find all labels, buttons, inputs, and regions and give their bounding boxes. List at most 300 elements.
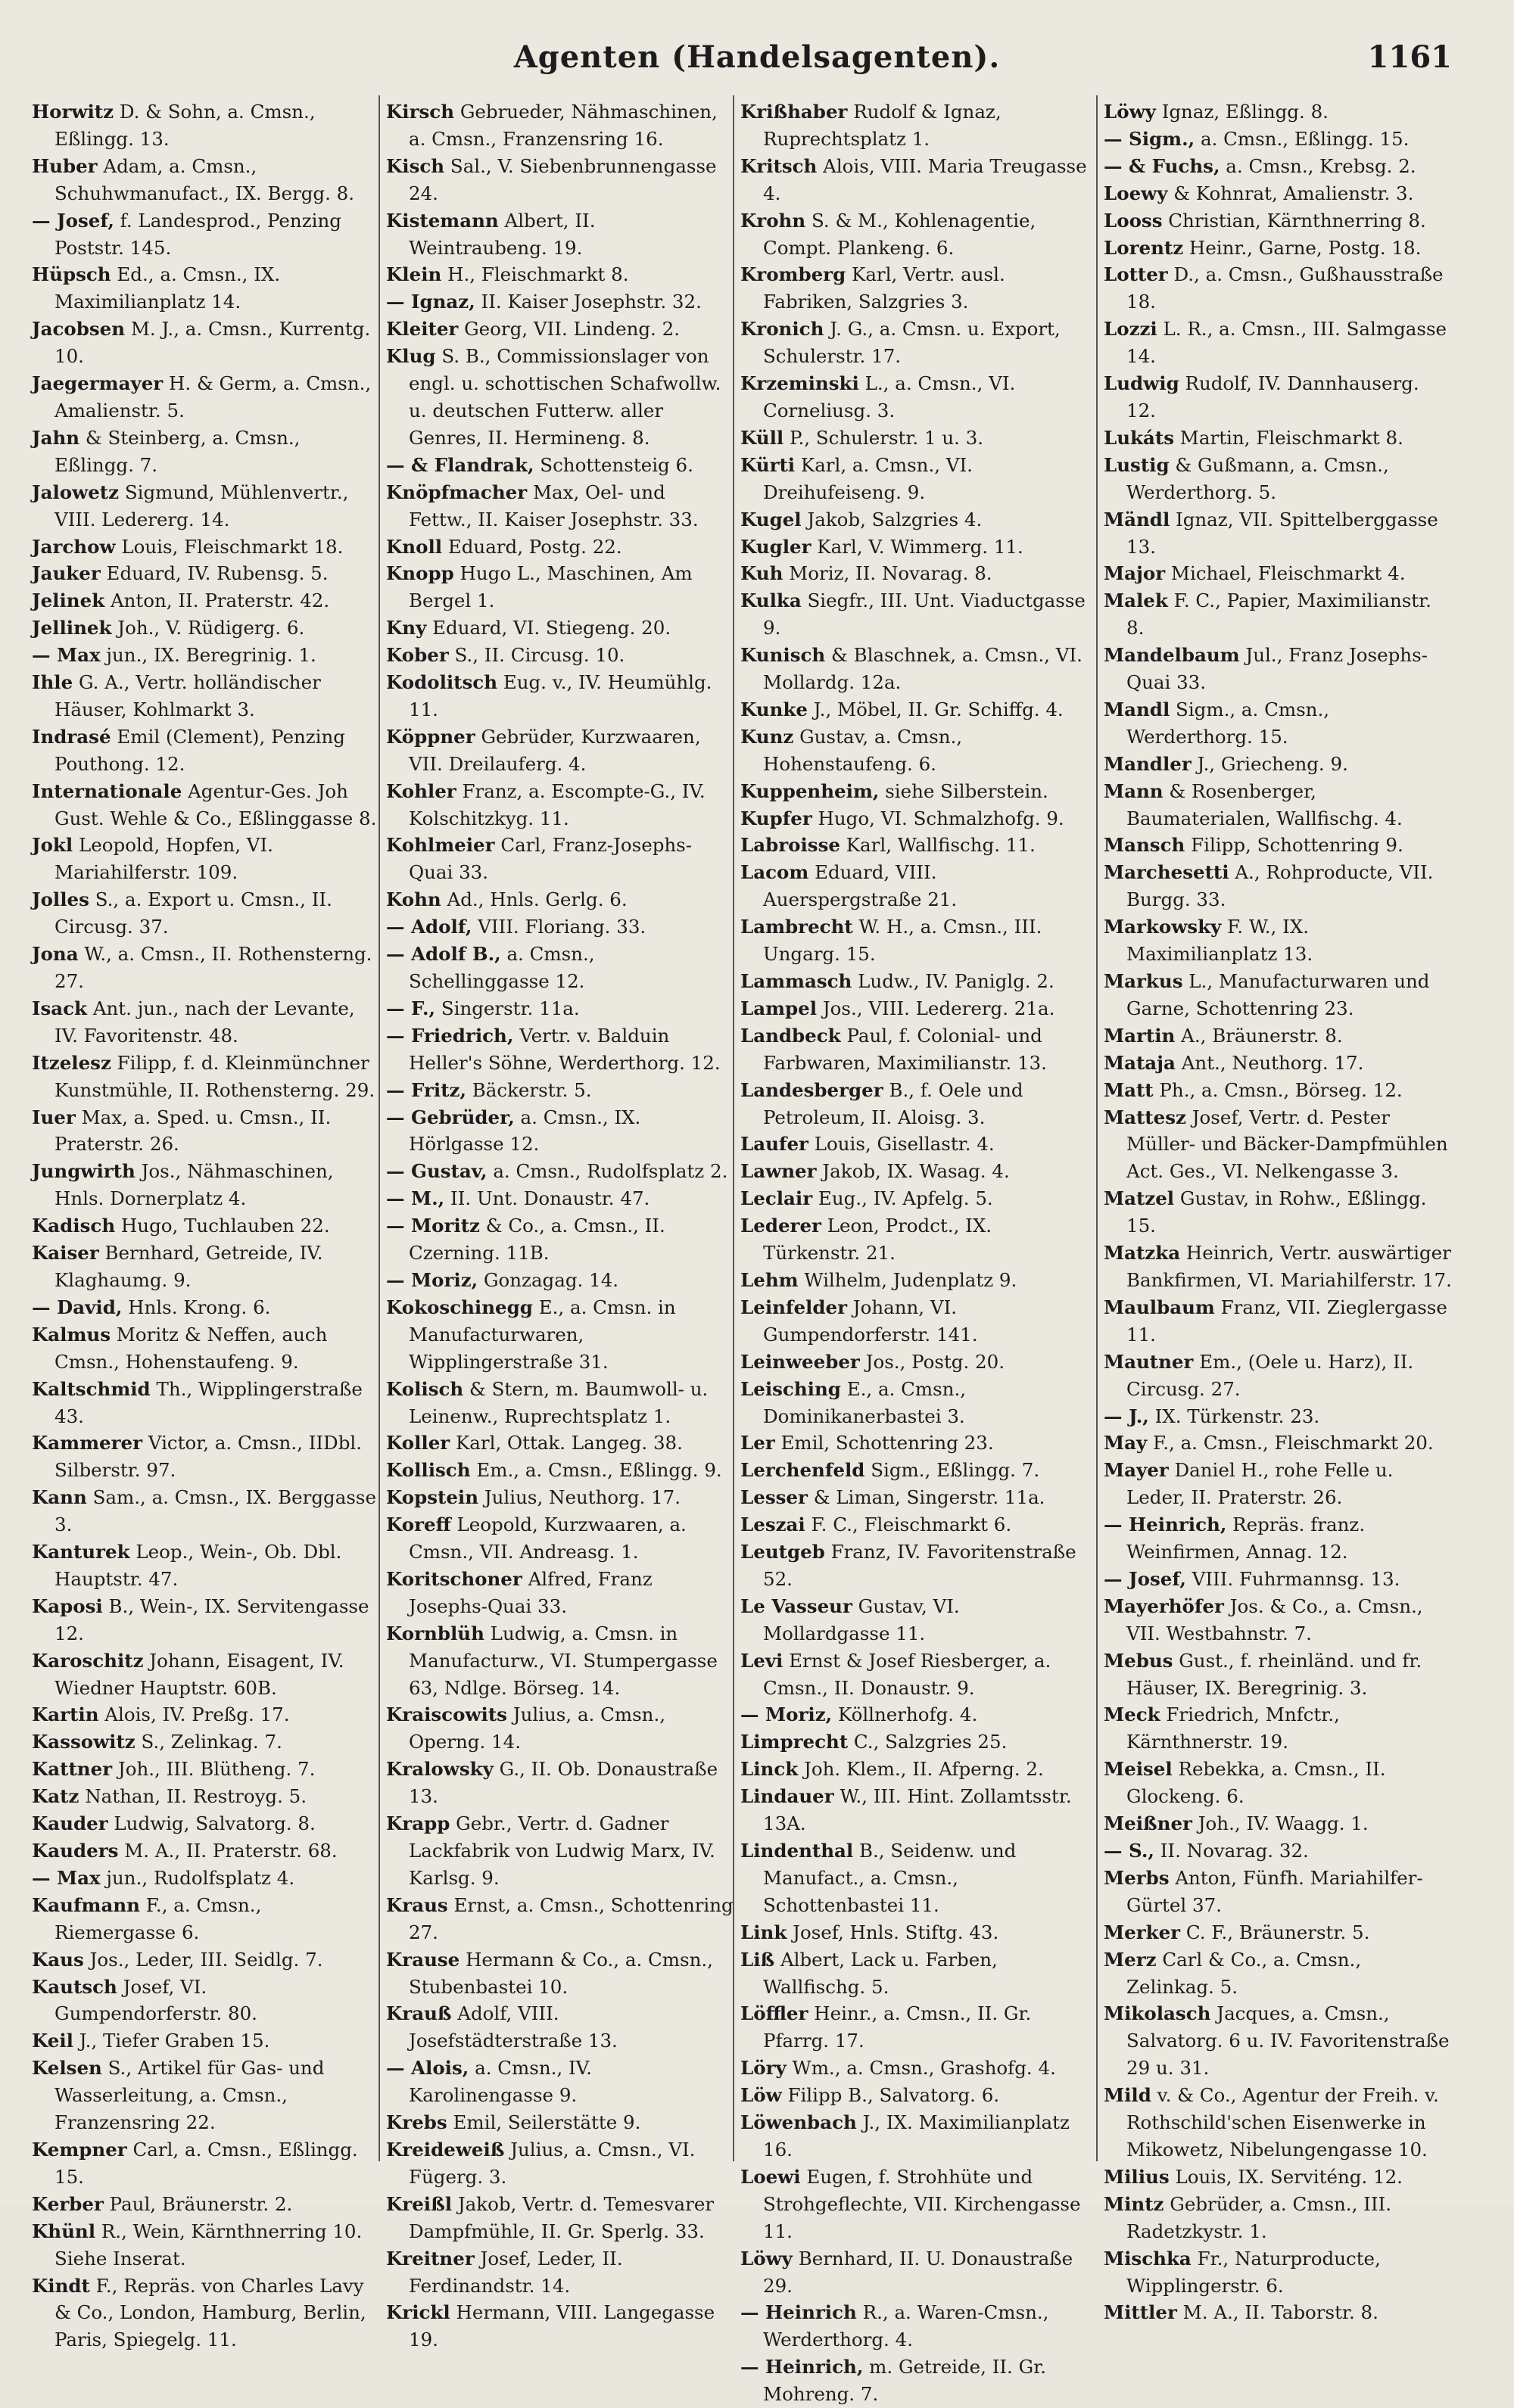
entry-details: S., Artikel für Gas- und Wasserleitung, a. Cmsn., Franzensring 22. [55,2057,325,2134]
entry-name: Itzelesz [32,1051,111,1074]
directory-entry [386,2055,734,2109]
entry-details: Bernhard, II. U. Donaustraße 29. [763,2247,1073,2297]
entry-name: Meißner [1104,1812,1192,1835]
directory-entry [740,1158,1089,1185]
entry-details: Heinr., Garne, Postg. 18. [1183,236,1422,259]
directory-entry [32,2273,380,2354]
directory-entry [1104,261,1452,316]
entry-name: Martin [1104,1024,1176,1047]
entry-details: & Co., a. Cmsn., II. Czerning. 11B. [409,1215,665,1265]
directory-entry [740,1131,1089,1158]
directory-entry [740,506,1089,534]
entry-details: Köllnerhofg. 4. [832,1703,978,1726]
directory-entry [32,1647,380,1702]
entry-name: Kerber [32,2192,104,2215]
directory-entry [386,153,734,207]
directory-entry [386,2191,734,2245]
entry-details: Louis, Gisellastr. 4. [808,1133,995,1156]
entry-details: Ed., a. Cmsn., IX. Maximilianplatz 14. [55,263,281,313]
directory-entry [1104,778,1452,832]
entry-name: — Fritz, [386,1078,466,1101]
entry-name: Kreißl [386,2192,453,2215]
entry-name: Löffler [740,2002,808,2025]
entry-name: Mischka [1104,2247,1192,2270]
entry-details: Schottensteig 6. [534,453,693,476]
directory-entry [740,995,1089,1022]
entry-name: Kaposi [32,1594,103,1617]
directory-entry [32,2218,380,2273]
entry-details: Jakob, Salzgries 4. [801,508,983,530]
entry-name: Kautsch [32,1975,117,1998]
entry-name: Leutgeb [740,1541,825,1563]
entry-name: — Josef, [32,209,114,232]
directory-entry [1104,968,1452,1022]
directory-entry [740,1837,1089,1919]
entry-name: Kadisch [32,1215,116,1237]
entry-name: — Moritz [386,1215,480,1237]
directory-entry [740,2164,1089,2245]
entry-details: Jos., Leder, III. Seidlg. 7. [83,1948,323,1971]
entry-details: L., Manufacturwaren und Garne, Schottenring 23. [1126,970,1430,1019]
column-divider [1096,95,1098,2161]
directory-entry [386,2299,734,2354]
entry-details: Gebrüder, Kurzwaaren, VII. Dreilauferg. 4. [409,725,701,775]
entry-name: Mandler [1104,752,1192,775]
directory-entry [32,614,380,642]
directory-entry [386,2109,734,2136]
directory-entry [740,1756,1089,1783]
directory-entry [740,587,1089,642]
entry-name: Lozzi [1104,318,1157,341]
entry-name: — Heinrich, [1104,1514,1227,1536]
entry-name: Markowsky [1104,916,1222,938]
directory-entry [386,1892,734,1946]
directory-entry [386,1376,734,1430]
entry-details: Jos., Postg. 20. [859,1350,1005,1373]
directory-entry [740,560,1089,587]
entry-details: F., a. Cmsn., Riemergasse 6. [55,1893,262,1943]
entry-name: Kopstein [386,1486,479,1509]
directory-entry [1104,180,1452,207]
entry-name: Mayerhöfer [1104,1594,1224,1617]
directory-entry [740,1267,1089,1294]
entry-name: Kann [32,1486,87,1509]
directory-entry [386,1104,734,1159]
entry-name: Leszai [740,1514,805,1536]
directory-entry [1104,126,1452,153]
directory-entry [1104,696,1452,751]
directory-entry [32,2136,380,2191]
entry-name: Kohn [386,888,441,911]
directory-entry [1104,560,1452,587]
directory-entry [386,1022,734,1077]
directory-entry [32,98,380,153]
entry-name: Matt [1104,1078,1154,1101]
directory-entry [1104,1756,1452,1810]
directory-entry [740,1946,1089,2001]
entry-details: Eugen, f. Strohhüte und Strohgeflechte, VII. Kirchengasse 11. [763,2165,1081,2242]
directory-entry [740,642,1089,696]
entry-name: Jalowetz [32,481,120,503]
entry-name: Löry [740,2057,787,2080]
entry-name: — Adolf B., [386,943,501,966]
entry-name: Meck [1104,1703,1160,1726]
entry-details: Eduard, VI. Stiegeng. 20. [426,617,671,639]
entry-name: Kromberg [740,263,846,286]
directory-entry [1104,832,1452,859]
directory-entry [740,1077,1089,1131]
directory-entry [1104,153,1452,180]
entry-details: W., a. Cmsn., II. Rothensterng. 27. [55,943,372,992]
entry-name: Isack [32,997,88,1019]
directory-entry [386,614,734,642]
directory-entry [1104,2245,1452,2300]
entry-details: Gustav, VI. Mollardgasse 11. [763,1594,960,1644]
directory-entry [1104,859,1452,913]
entry-name: Landbeck [740,1024,841,1047]
entry-name: Limprecht [740,1731,849,1753]
entry-name: — F., [386,997,436,1019]
entry-name: Linck [740,1758,799,1781]
entry-name: Mandelbaum [1104,644,1240,667]
entry-name: Lukáts [1104,426,1174,449]
entry-details: Singerstr. 11a. [435,997,580,1019]
entry-details: Gustav, in Rohw., Eßlingg. 15. [1126,1187,1427,1237]
entry-name: Krause [386,1948,460,1971]
entry-details: Eug., IV. Apfelg. 5. [812,1187,993,1210]
entry-details: VIII. Fuhrmannsg. 13. [1185,1567,1400,1590]
directory-entry [386,642,734,669]
entry-details: siehe Silberstein. [879,779,1048,802]
entry-name: Lehm [740,1268,799,1291]
entry-name: Kürti [740,453,796,476]
directory-entry [1104,1430,1452,1457]
directory-entry [1104,506,1452,561]
directory-entry [1104,1593,1452,1647]
entry-name: Labroisse [740,834,840,857]
entry-details: Joh., V. Rüdigerg. 6. [111,617,305,639]
directory-entry [1104,2191,1452,2245]
entry-name: — Gebrüder, [386,1106,515,1128]
entry-details: Josef, Hnls. Stiftg. 43. [787,1921,999,1943]
entry-name: Kassowitz [32,1731,136,1753]
directory-entry [740,832,1089,859]
entry-details: E., a. Cmsn. in Manufacturwaren, Wipplingerstraße 31. [409,1296,676,1373]
directory-entry [32,560,380,587]
directory-entry [740,1430,1089,1457]
entry-name: Koreff [386,1514,451,1536]
directory-entry [32,1321,380,1376]
entry-details: jun., Rudolfsplatz 4. [100,1866,295,1889]
entry-details: Jakob, IX. Wasag. 4. [816,1160,1010,1183]
entry-name: Lammasch [740,970,852,992]
directory-entry [386,1756,734,1810]
entry-details: Johann, Eisagent, IV. Wiedner Hauptstr. 60B. [55,1649,344,1699]
entry-name: Mikolasch [1104,2002,1211,2025]
entry-details: M. A., II. Praterstr. 68. [118,1840,338,1862]
entry-details: Adolf, VIII. Josefstädterstraße 13. [409,2002,618,2052]
entry-name: Kupfer [740,807,812,829]
directory-entry [386,1430,734,1457]
entry-details: Karl, Vertr. ausl. Fabriken, Salzgries 3. [763,263,1005,313]
entry-details: A., Rohproducte, VII. Burgg. 33. [1126,861,1434,911]
directory-entry [1104,1240,1452,1294]
entry-name: Kny [386,617,427,639]
entry-details: Hugo L., Maschinen, Am Bergel 1. [409,562,693,612]
entry-details: Em., a. Cmsn., Eßlingg. 9. [470,1459,722,1482]
directory-entry [386,452,734,479]
entry-details: Johann, VI. Gumpendorferstr. 141. [763,1296,978,1346]
entry-name: Leinfelder [740,1296,847,1318]
entry-details: a. Cmsn., Eßlingg. 15. [1195,127,1410,150]
directory-entry [32,1974,380,2028]
directory-entry [740,1701,1089,1728]
entry-details: Leop., Wein-, Ob. Dbl. Hauptstr. 47. [55,1541,342,1590]
entry-name: Lorentz [1104,236,1184,259]
entry-name: Katz [32,1785,79,1808]
entry-name: Krohn [740,209,806,232]
directory-entry [386,560,734,614]
entry-name: — Ignaz, [386,291,475,313]
entry-name: Kaufmann [32,1893,140,1916]
directory-entry [386,1701,734,1756]
entry-details: & Blaschnek, a. Cmsn., VI. Mollardg. 12a. [763,644,1083,694]
directory-entry [1104,1837,1452,1865]
entry-details: S., Zelinkag. 7. [135,1731,282,1753]
entry-details: G., II. Ob. Donaustraße 13. [409,1758,718,1808]
entry-details: Sal., V. Siebenbrunnengasse 24. [409,154,717,204]
entry-details: Carl & Co., a. Cmsn., Zelinkag. 5. [1126,1948,1362,1998]
entry-details: Martin, Fleischmarkt 8. [1174,426,1403,449]
entry-details: Jakob, Vertr. d. Temesvarer Dampfmühle, II. Gr. Sperlg. 33. [409,2192,715,2242]
directory-entry [740,452,1089,506]
entry-details: Hermann & Co., a. Cmsn., Stubenbastei 10. [409,1948,713,1998]
directory-entry [1104,1701,1452,1756]
directory-entry [386,98,734,153]
entry-name: Looss [1104,209,1163,232]
entry-name: Kauder [32,1812,108,1835]
entry-name: Löwy [1104,101,1156,123]
entry-name: Khünl [32,2220,96,2242]
entry-details: Alois, VIII. Maria Treugasse 4. [763,154,1087,204]
directory-entry [1104,1349,1452,1403]
entry-name: Huber [32,154,98,177]
directory-entry [386,1566,734,1620]
directory-entry [740,2245,1089,2300]
entry-name: Internationale [32,779,182,802]
entry-name: Kistemann [386,209,499,232]
entry-name: Lacom [740,861,809,884]
entry-name: Keil [32,2030,73,2052]
directory-entry [1104,751,1452,778]
entry-name: Kattner [32,1758,113,1781]
entry-name: Markus [1104,970,1183,992]
entry-details: Franz, IV. Favoritenstraße 52. [763,1541,1076,1590]
entry-name: Klein [386,263,442,286]
entry-name: Matzka [1104,1242,1181,1265]
directory-entry [386,2000,734,2055]
entry-name: Ler [740,1432,775,1454]
directory-entry [386,1267,734,1294]
directory-entry [32,778,380,832]
directory-entry [1104,98,1452,126]
entry-details: Sigm., Eßlingg. 7. [864,1459,1040,1482]
entry-details: Gebrueder, Nähmaschinen, a. Cmsn., Franzensring 16. [409,101,718,150]
directory-entry [386,1185,734,1212]
entry-details: jun., IX. Beregrinig. 1. [100,644,316,667]
directory-entry [32,261,380,316]
entry-name: Kunke [740,698,808,720]
entry-name: Löw [740,2084,782,2107]
entry-name: Jauker [32,562,101,585]
entry-details: & Stern, m. Baumwoll- u. Leinenw., Ruprechtsplatz 1. [409,1377,709,1427]
entry-name: Kunisch [740,644,826,667]
entry-details: E., a. Cmsn., Dominikanerbastei 3. [763,1377,967,1427]
entry-details: Rudolf, IV. Dannhauserg. 12. [1126,372,1419,422]
directory-entry [740,696,1089,723]
directory-entry [32,425,380,479]
entry-details: Karl, Wallfischg. 11. [840,834,1036,857]
entry-name: Ludwig [1104,372,1179,395]
entry-details: Filipp B., Salvatorg. 6. [781,2084,1000,2107]
directory-entry [386,288,734,316]
entry-name: Kugel [740,508,802,530]
directory-entry [1104,1403,1452,1430]
entry-details: M. J., a. Cmsn., Kurrentg. 10. [55,318,371,368]
entry-name: Koritschoner [386,1567,522,1590]
directory-entry [1104,370,1452,425]
directory-entry [32,207,380,262]
entry-name: Loewi [740,2165,801,2188]
directory-entry [32,1810,380,1837]
entry-details: Hugo, VI. Schmalzhofg. 9. [812,807,1064,829]
entry-details: Agentur-Ges. Joh Gust. Wehle & Co., Eßlinggasse 8. [55,779,377,829]
directory-entry [740,1212,1089,1267]
entry-name: Kodolitsch [386,671,498,694]
directory-entry [32,1050,380,1104]
entry-details: Leopold, Kurzwaaren, a. Cmsn., VII. Andreasg. 1. [409,1514,687,1563]
entry-name: Marchesetti [1104,861,1229,884]
entry-name: Kalmus [32,1323,111,1346]
entry-name: Mataja [1104,1051,1176,1074]
entry-name: Jahn [32,426,80,449]
entry-details: L., a. Cmsn., VI. Corneliusg. 3. [763,372,1016,422]
entry-name: Mattesz [1104,1106,1186,1128]
entry-details: Georg, VII. Lindeng. 2. [458,318,680,341]
directory-entry [740,1511,1089,1538]
entry-name: Jaegermayer [32,372,164,395]
directory-entry [740,98,1089,153]
entry-details: Josef, Leder, II. Ferdinandstr. 14. [409,2247,623,2297]
directory-entry [32,2027,380,2055]
entry-name: Kreideweiß [386,2138,505,2161]
entry-name: Lederer [740,1215,821,1237]
column-3 [740,98,1089,2406]
directory-entry [386,832,734,886]
entry-name: Kulka [740,590,802,612]
entry-details: Karl, Ottak. Langeg. 38. [450,1432,683,1454]
entry-name: Kammerer [32,1432,143,1454]
entry-details: Ignaz, VII. Spittelberggasse 13. [1126,508,1438,558]
directory-entry [1104,1865,1452,1919]
entry-details: a. Cmsn., IX. Hörlgasse 12. [409,1106,641,1156]
entry-details: & Kohnrat, Amalienstr. 3. [1167,182,1414,204]
entry-name: Kreitner [386,2247,475,2270]
entry-name: Leisching [740,1377,841,1400]
directory-entry [32,534,380,561]
directory-entry [32,370,380,425]
entry-name: Kugler [740,535,812,558]
directory-entry [386,669,734,723]
entry-details: Ernst & Josef Riesberger, a. Cmsn., II. Donaustr. 9. [763,1649,1051,1699]
directory-entry [740,1919,1089,1946]
entry-name: Maulbaum [1104,1296,1215,1318]
entry-details: R., a. Waren-Cmsn., Werderthorg. 4. [763,2301,1049,2351]
entry-details: Wm., a. Cmsn., Grashofg. 4. [786,2057,1056,2080]
entry-details: W., III. Hint. Zollamtsstr. 13A. [763,1785,1072,1835]
entry-details: Sigmund, Mühlenvertr., VIII. Ledererg. 14. [55,481,349,530]
entry-details: Eduard, IV. Rubensg. 5. [100,562,329,585]
directory-entry [1104,642,1452,696]
entry-name: Kleiter [386,318,459,341]
entry-details: Daniel H., rohe Felle u. Leder, II. Praterstr. 26. [1126,1459,1394,1509]
entry-name: Mintz [1104,2192,1164,2215]
entry-name: — Josef, [1104,1567,1186,1590]
entry-name: Jokl [32,834,73,857]
entry-name: Löwenbach [740,2111,857,2134]
entry-details: Franz, VII. Zieglergasse 11. [1126,1296,1447,1346]
entry-name: Meisel [1104,1758,1173,1781]
directory-entry [740,1349,1089,1376]
entry-details: Victor, a. Cmsn., IIDbl. Silberstr. 97. [55,1432,362,1482]
directory-entry [32,1593,380,1647]
directory-entry [32,1946,380,1974]
entry-name: Mandl [1104,698,1170,720]
entry-details: Ignaz, Eßlingg. 8. [1155,101,1329,123]
directory-entry [1104,1022,1452,1050]
entry-details: Franz, a. Escompte-G., IV. Kolschitzkyg. 11. [409,779,706,829]
entry-name: Merz [1104,1948,1157,1971]
entry-name: Mautner [1104,1350,1194,1373]
entry-name: Jellinek [32,617,112,639]
entry-details: W. H., a. Cmsn., III. Ungarg. 15. [763,916,1042,966]
entry-details: Max, Oel- und Fettw., II. Kaiser Josephstr. 33. [409,481,699,530]
entry-name: — Heinrich [740,2301,857,2324]
entry-details: G. A., Vertr. holländischer Häuser, Kohlmarkt 3. [55,671,321,720]
page-number: 1161 [1367,39,1452,75]
entry-name: Kempner [32,2138,127,2161]
directory-entry [32,1158,380,1212]
directory-entry [740,2354,1089,2408]
entry-name: Mansch [1104,834,1185,857]
directory-entry [32,642,380,669]
entry-name: Kauders [32,1840,119,1862]
entry-name: Knoll [386,535,443,558]
entry-details: Filipp, Schottenring 9. [1185,834,1403,857]
entry-name: — Gustav, [386,1160,488,1183]
entry-name: Klug [386,345,436,368]
entry-details: Jos., Nähmaschinen, Hnls. Dornerplatz 4. [55,1160,334,1210]
column-1 [32,98,380,2351]
directory-entry [386,479,734,534]
entry-details: J., Griecheng. 9. [1191,752,1348,775]
entry-name: Merker [1104,1921,1181,1943]
entry-details: II. Novarag. 32. [1154,1840,1309,1862]
entry-details: F. C., Papier, Maximilianstr. 8. [1126,590,1431,639]
entry-name: Lerchenfeld [740,1459,865,1482]
entry-details: Carl, a. Cmsn., Eßlingg. 15. [55,2138,358,2188]
directory-entry [740,1593,1089,1647]
